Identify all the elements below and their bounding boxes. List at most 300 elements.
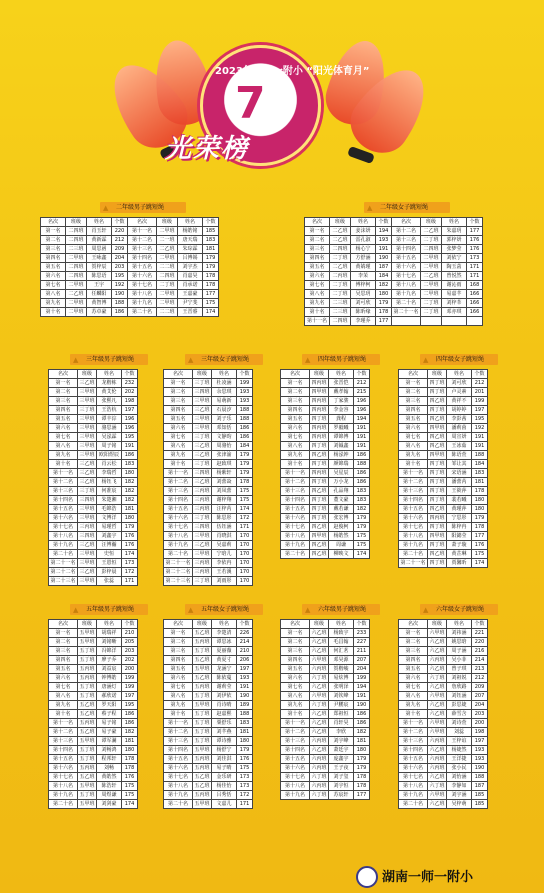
- table-cell: 文博洋: [97, 514, 122, 523]
- table-cell: 179: [376, 299, 392, 308]
- table-cell: 冯锦洋: [97, 647, 122, 656]
- table-cell: 第五名: [41, 263, 66, 272]
- table-row: [164, 388, 253, 397]
- table-cell: 206: [237, 656, 253, 665]
- table-row: [164, 674, 253, 683]
- table-row: [305, 317, 483, 326]
- table-cell: 第七名: [164, 433, 193, 442]
- table-cell: 二乙班: [66, 290, 87, 299]
- table-cell: 175: [237, 496, 253, 505]
- table-row: [49, 496, 138, 505]
- table-cell: 谢莉莹: [212, 683, 237, 692]
- table-cell: 五丙班: [79, 720, 95, 726]
- table-cell: 二一班: [157, 236, 178, 245]
- column-header: 班级: [66, 218, 87, 227]
- table-cell: 第十七名: [399, 773, 428, 782]
- table-cell: 第十名: [164, 710, 193, 719]
- table-cell: 邓昊源: [329, 656, 354, 665]
- table-row: [49, 674, 138, 683]
- table-cell: 六乙班: [311, 684, 327, 690]
- table-row: [305, 245, 483, 254]
- table-cell: 三丁班: [194, 515, 210, 521]
- table-cell: 张梦莹: [442, 245, 467, 254]
- grade2-girls-panel: [304, 202, 483, 326]
- ranking-table: [398, 619, 488, 809]
- table-row: [281, 514, 370, 523]
- table-cell: 第十三名: [392, 236, 421, 245]
- table-cell: 毛昌翰: [329, 638, 354, 647]
- table-cell: 183: [237, 719, 253, 728]
- table-cell: 178: [237, 478, 253, 487]
- table-cell: 第四名: [41, 254, 66, 263]
- table-row: [49, 505, 138, 514]
- table-cell: 二二班: [157, 263, 178, 272]
- table-cell: 黄瑾萍: [447, 505, 472, 514]
- table-row: [49, 568, 138, 577]
- table-cell: 四丁班: [429, 524, 445, 530]
- table-cell: 第八名: [281, 442, 310, 451]
- table-row: [49, 701, 138, 710]
- table-cell: 191: [122, 442, 138, 451]
- table-cell: 第十八名: [164, 782, 193, 791]
- table-cell: 六丙班: [429, 738, 445, 744]
- table-row: [49, 755, 138, 764]
- table-cell: 六乙班: [429, 747, 445, 753]
- table-cell: 186: [122, 710, 138, 719]
- table-cell: 唐天瑞: [178, 236, 203, 245]
- table-cell: 刘怡涵: [447, 773, 472, 782]
- table-cell: 六丁班: [311, 792, 327, 798]
- table-cell: 陈思语: [87, 272, 112, 281]
- table-cell: 197: [472, 737, 488, 746]
- school-logo-icon: [356, 866, 378, 888]
- table-cell: 三甲班: [79, 434, 95, 440]
- table-cell: 第十八名: [49, 782, 78, 791]
- table-cell: 第十五名: [281, 505, 310, 514]
- table-cell: 191: [354, 692, 370, 701]
- table-cell: 第十名: [49, 710, 78, 719]
- column-header: 名次: [281, 620, 310, 629]
- table-cell: 四丁班: [311, 461, 327, 467]
- table-cell: 陈语萱: [447, 451, 472, 460]
- panel-title: [364, 202, 450, 213]
- table-cell: 193: [376, 236, 392, 245]
- table-cell: 四乙班: [311, 524, 327, 530]
- table-cell: 192: [112, 281, 128, 290]
- table-cell: 四乙班: [429, 398, 445, 404]
- table-cell: 第一名: [41, 227, 66, 236]
- table-cell: 潘莉茵: [447, 424, 472, 433]
- table-cell: 第十二名: [49, 478, 78, 487]
- table-cell: 黄芷琳: [447, 550, 472, 559]
- table-row: [49, 514, 138, 523]
- table-cell: 第十二名: [399, 728, 428, 737]
- table-cell: 四丁班: [429, 380, 445, 386]
- table-cell: 刘梓莘: [442, 299, 467, 308]
- table-cell: 第十六名: [128, 272, 157, 281]
- table-cell: 三四班: [194, 389, 210, 395]
- table-cell: 第二十名: [281, 550, 310, 559]
- table-cell: 六乙班: [429, 801, 445, 807]
- table-row: [164, 523, 253, 532]
- table-cell: 赵嘉熙: [212, 710, 237, 719]
- table-cell: 宁思彤: [447, 514, 472, 523]
- table-cell: 六甲班: [311, 657, 327, 663]
- table-header-row: [49, 620, 138, 629]
- table-cell: 第十三名: [399, 487, 428, 496]
- table-cell: 五乙班: [194, 657, 210, 663]
- table-cell: 176: [237, 755, 253, 764]
- table-cell: 212: [472, 379, 488, 388]
- column-header: 班级: [421, 218, 442, 227]
- table-cell: 杨钰飞: [97, 478, 122, 487]
- table-cell: 二丁班: [421, 299, 442, 308]
- table-cell: 第十五名: [399, 755, 428, 764]
- ranking-table: [163, 369, 253, 586]
- table-cell: 第十九名: [281, 541, 310, 550]
- table-cell: 177: [354, 791, 370, 800]
- table-cell: 六乙班: [429, 684, 445, 690]
- table-cell: 第十四名: [128, 254, 157, 263]
- table-cell: 二甲班: [66, 299, 87, 308]
- table-cell: 第十五名: [49, 505, 78, 514]
- table-cell: 181: [354, 737, 370, 746]
- table-cell: 第十七名: [281, 523, 310, 532]
- table-row: [49, 460, 138, 469]
- table-cell: 王宇: [87, 281, 112, 290]
- table-cell: 第一名: [49, 379, 78, 388]
- table-cell: 193: [472, 746, 488, 755]
- table-cell: 201: [472, 388, 488, 397]
- table-cell: 六丙班: [429, 756, 445, 762]
- table-cell: 184: [237, 442, 253, 451]
- table-row: [399, 710, 488, 719]
- column-header: 名次: [49, 370, 78, 379]
- table-cell: 易子豪: [97, 728, 122, 737]
- table-cell: 六乙班: [429, 774, 445, 780]
- table-cell: 183: [472, 469, 488, 478]
- table-cell: 五乙班: [194, 774, 210, 780]
- column-header: 个数: [203, 218, 219, 227]
- table-cell: 第十八名: [128, 290, 157, 299]
- table-cell: 周宣妍: [447, 433, 472, 442]
- ranking-table: [48, 619, 138, 809]
- table-cell: 四乙班: [311, 488, 327, 494]
- table-row: [399, 451, 488, 460]
- table-row: [164, 550, 253, 559]
- table-cell: 二四班: [66, 236, 87, 245]
- table-row: [164, 800, 253, 809]
- table-row: [399, 737, 488, 746]
- table-cell: 四甲班: [429, 533, 445, 539]
- table-cell: 174: [122, 800, 138, 809]
- panel-title-text: 六年级男子跳短绳: [318, 606, 367, 613]
- table-cell: 黄新霖: [87, 236, 112, 245]
- table-cell: 二三班: [66, 245, 87, 254]
- table-cell: 张明泽: [329, 683, 354, 692]
- table-cell: 三甲班: [194, 425, 210, 431]
- table-cell: 萧廷宇: [329, 746, 354, 755]
- table-cell: 五丁班: [194, 693, 210, 699]
- table-cell: 三乙班: [79, 470, 95, 476]
- table-cell: 175: [122, 782, 138, 791]
- table-row: [399, 523, 488, 532]
- panel-title-text: 二年级女子跳短绳: [380, 204, 429, 211]
- table-row: [305, 308, 483, 317]
- table-cell: 第十一名: [128, 227, 157, 236]
- table-cell: 五乙班: [79, 774, 95, 780]
- table-cell: 180: [376, 290, 392, 299]
- table-row: [164, 629, 253, 638]
- table-row: [399, 782, 488, 791]
- ranking-table: [398, 369, 488, 568]
- table-row: [164, 755, 253, 764]
- column-header: 班级: [78, 370, 97, 379]
- table-cell: 三四班: [79, 533, 95, 539]
- table-cell: 182: [122, 478, 138, 487]
- table-cell: 王筱萍: [447, 487, 472, 496]
- table-cell: 龙涵宁: [212, 665, 237, 674]
- table-cell: 216: [472, 647, 488, 656]
- table-cell: 171: [122, 577, 138, 586]
- table-cell: 五乙班: [194, 630, 210, 636]
- table-cell: 197: [237, 665, 253, 674]
- table-cell: 第十七名: [49, 773, 78, 782]
- table-cell: 二甲班: [66, 281, 87, 290]
- table-row: [281, 755, 370, 764]
- table-header-row: [281, 370, 370, 379]
- table-cell: 二甲班: [157, 254, 178, 263]
- table-cell: 173: [237, 773, 253, 782]
- table-row: [399, 728, 488, 737]
- table-cell: 三甲班: [79, 425, 95, 431]
- table-cell: 二甲班: [421, 263, 442, 272]
- table-row: [399, 719, 488, 728]
- table-cell: 第二名: [399, 388, 428, 397]
- table-cell: 186: [122, 451, 138, 460]
- table-cell: 宁晗儿: [212, 550, 237, 559]
- table-row: [281, 523, 370, 532]
- table-row: [49, 559, 138, 568]
- table-cell: 六丙班: [311, 783, 327, 789]
- table-row: [281, 496, 370, 505]
- table-cell: 五丙班: [194, 756, 210, 762]
- table-cell: 第十七名: [399, 523, 428, 532]
- table-cell: 170: [237, 541, 253, 550]
- table-cell: 173: [237, 782, 253, 791]
- grade6-boys-panel: [280, 604, 380, 800]
- table-cell: 四丙班: [429, 515, 445, 521]
- table-cell: 186: [354, 469, 370, 478]
- table-row: [164, 683, 253, 692]
- table-cell: 191: [376, 245, 392, 254]
- table-cell: 第十五名: [399, 505, 428, 514]
- table-row: [49, 397, 138, 406]
- table-row: [305, 290, 483, 299]
- table-cell: 第十五名: [164, 505, 193, 514]
- column-header: 班级: [310, 370, 329, 379]
- table-cell: 第一名: [49, 629, 78, 638]
- table-cell: 张晋恺: [329, 379, 354, 388]
- table-row: [281, 746, 370, 755]
- table-row: [281, 638, 370, 647]
- table-cell: 四乙班: [311, 551, 327, 557]
- table-cell: 五丁班: [79, 684, 95, 690]
- table-row: [399, 683, 488, 692]
- table-cell: 易萌新: [212, 397, 237, 406]
- table-cell: 刘雨彤: [212, 577, 237, 586]
- table-cell: 四丙班: [311, 470, 327, 476]
- table-cell: 第二十二名: [165, 569, 191, 575]
- table-cell: 六甲班: [429, 720, 445, 726]
- table-cell: 170: [237, 568, 253, 577]
- table-cell: 第一名: [305, 227, 330, 236]
- table-cell: 193: [472, 755, 488, 764]
- table-cell: 三甲班: [194, 398, 210, 404]
- table-cell: 刘宇恒: [329, 782, 354, 791]
- table-cell: 二丙班: [330, 272, 351, 281]
- table-row: [49, 728, 138, 737]
- table-row: [399, 532, 488, 541]
- table-cell: 220: [112, 227, 128, 236]
- table-cell: 172: [122, 568, 138, 577]
- table-cell: 潘蕾芮: [447, 478, 472, 487]
- table-cell: 第七名: [305, 281, 330, 290]
- table-cell: 肖云松: [97, 460, 122, 469]
- grade4-girls-panel: [398, 354, 498, 568]
- table-cell: 第十二名: [164, 728, 193, 737]
- table-cell: 廖子乔: [97, 656, 122, 665]
- table-cell: 182: [376, 281, 392, 290]
- table-cell: 第十七名: [128, 281, 157, 290]
- table-cell: 四丁班: [429, 470, 445, 476]
- table-cell: 蔡子程: [97, 710, 122, 719]
- table-cell: 张熙凡: [97, 397, 122, 406]
- column-header: 班级: [310, 620, 329, 629]
- table-cell: 197: [472, 406, 488, 415]
- table-row: [164, 719, 253, 728]
- column-header: 个数: [237, 370, 253, 379]
- table-row: [164, 541, 253, 550]
- table-cell: 夏丽薇: [212, 647, 237, 656]
- table-cell: 197: [122, 692, 138, 701]
- table-cell: 第二十名: [128, 308, 157, 317]
- table-cell: 第十三名: [49, 737, 78, 746]
- table-row: [305, 254, 483, 263]
- table-cell: 杨佳怡: [212, 782, 237, 791]
- table-cell: 193: [237, 397, 253, 406]
- table-row: [49, 782, 138, 791]
- table-cell: 三四班: [79, 497, 95, 503]
- table-cell: 第五名: [49, 415, 78, 424]
- table-cell: 三甲班: [79, 389, 95, 395]
- table-row: [41, 281, 219, 290]
- table-cell: 第六名: [164, 674, 193, 683]
- table-cell: 四丙班: [311, 425, 327, 431]
- table-cell: [421, 317, 442, 326]
- table-cell: 221: [472, 629, 488, 638]
- table-cell: 薛雪含: [447, 710, 472, 719]
- table-cell: 二乙班: [330, 236, 351, 245]
- table-cell: 何准宸: [97, 487, 122, 496]
- table-cell: 六甲班: [429, 792, 445, 798]
- table-cell: 第十九名: [399, 791, 428, 800]
- table-cell: 赵致琪: [212, 460, 237, 469]
- table-cell: 第十三名: [164, 487, 193, 496]
- table-cell: 四乙班: [429, 551, 445, 557]
- table-cell: 第六名: [41, 272, 66, 281]
- table-cell: 176: [122, 532, 138, 541]
- table-cell: 第三名: [281, 647, 310, 656]
- table-cell: 贺楷峻: [329, 665, 354, 674]
- table-cell: 第四名: [305, 254, 330, 263]
- table-cell: 182: [122, 487, 138, 496]
- table-cell: 第三名: [164, 647, 193, 656]
- table-cell: 刘伊依: [212, 692, 237, 701]
- table-cell: 166: [467, 299, 483, 308]
- table-cell: 周骆怡: [212, 442, 237, 451]
- table-row: [399, 505, 488, 514]
- panel-title: [70, 354, 148, 365]
- ranking-table: [304, 217, 483, 326]
- panel-title: [70, 604, 148, 615]
- table-row: [399, 433, 488, 442]
- table-cell: 六丙班: [311, 666, 327, 672]
- table-cell: 179: [203, 263, 219, 272]
- table-cell: 198: [122, 397, 138, 406]
- table-cell: 第十四名: [281, 496, 310, 505]
- table-cell: 六乙班: [311, 639, 327, 645]
- table-cell: 三四班: [194, 524, 210, 530]
- table-cell: 183: [354, 487, 370, 496]
- table-cell: 二丁班: [157, 281, 178, 290]
- table-cell: 第三名: [49, 397, 78, 406]
- table-cell: 三丙班: [194, 497, 210, 503]
- table-cell: 186: [237, 424, 253, 433]
- column-header: 姓名: [329, 620, 354, 629]
- panel-title-text: 四年级女子跳短绳: [436, 356, 485, 363]
- table-cell: 三丁班: [79, 488, 95, 494]
- table-cell: 193: [237, 388, 253, 397]
- table-header-row: [399, 370, 488, 379]
- table-row: [399, 388, 488, 397]
- table-row: [164, 460, 253, 469]
- table-cell: 骆思涵: [97, 424, 122, 433]
- grade4-boys-panel: [280, 354, 380, 559]
- table-row: [281, 379, 370, 388]
- table-cell: 第六名: [281, 674, 310, 683]
- table-cell: 詹欣路: [447, 683, 472, 692]
- table-cell: 陈浩轩: [97, 782, 122, 791]
- table-cell: 龚程: [329, 415, 354, 424]
- table-cell: 刘诗萱: [447, 719, 472, 728]
- table-cell: 二四班: [157, 272, 178, 281]
- table-cell: 五乙班: [194, 675, 210, 681]
- table-row: [164, 532, 253, 541]
- table-cell: 196: [122, 415, 138, 424]
- table-cell: 三甲班: [79, 578, 95, 584]
- table-row: [49, 388, 138, 397]
- table-cell: 第十六名: [164, 764, 193, 773]
- table-row: [281, 550, 370, 559]
- column-header: 班级: [330, 218, 351, 227]
- table-cell: 第十四名: [164, 496, 193, 505]
- table-cell: 第二十名: [399, 550, 428, 559]
- table-row: [399, 406, 488, 415]
- table-cell: 吕秀恬: [212, 791, 237, 800]
- table-cell: 180: [237, 737, 253, 746]
- table-cell: 第三名: [281, 397, 310, 406]
